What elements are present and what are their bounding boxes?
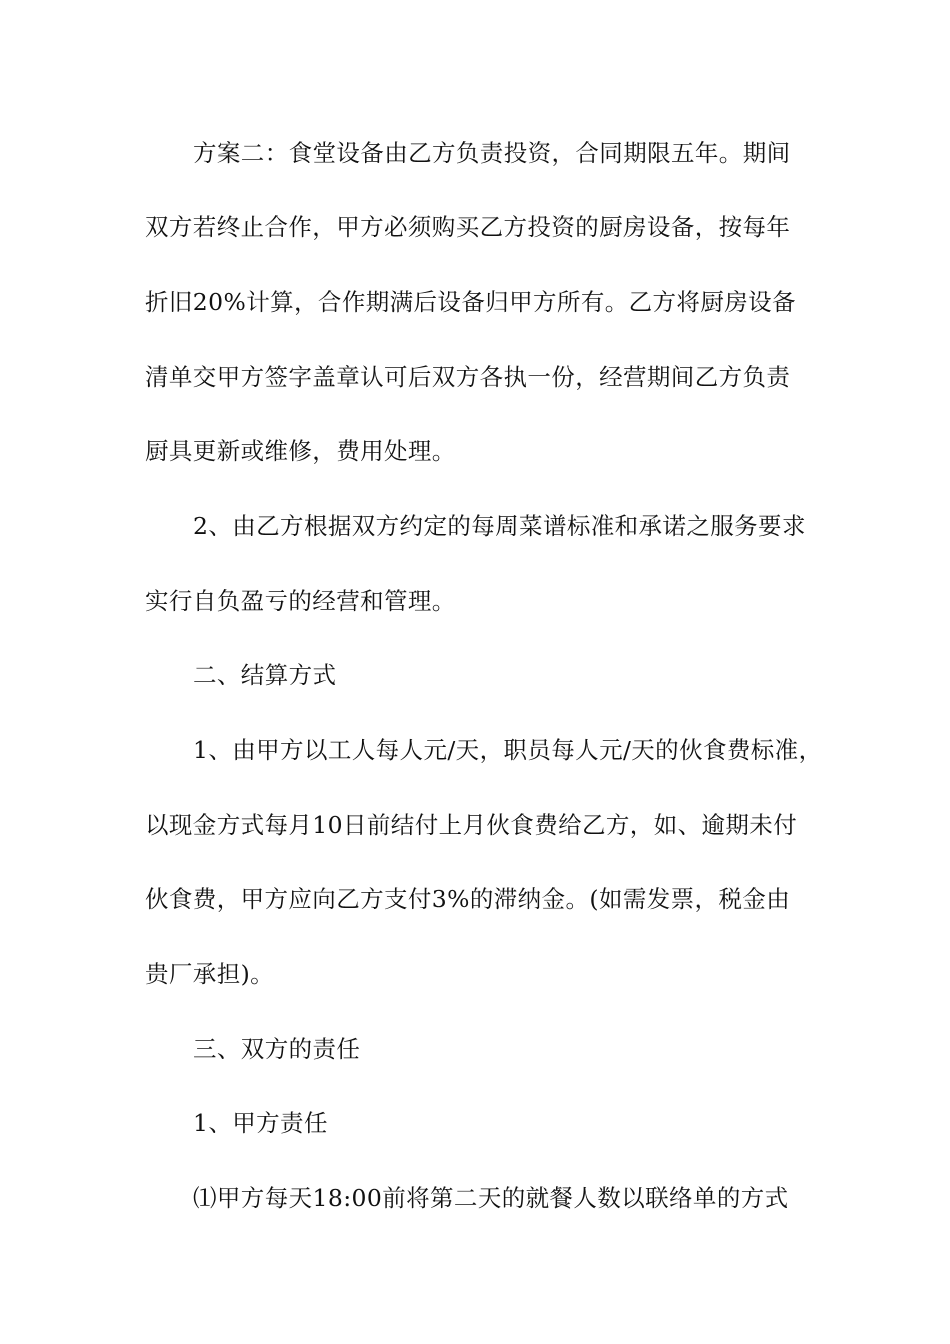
paragraph-plan-two-line-2: 双方若终止合作，甲方必须购买乙方投资的厨房设备，按每年 — [145, 213, 791, 241]
section-heading-settlement: 二、结算方式 — [193, 661, 337, 689]
paragraph-plan-two-line-5: 厨具更新或维修，费用处理。 — [145, 437, 456, 465]
paragraph-item-2-line-1: 2、由乙方根据双方约定的每周菜谱标准和承诺之服务要求 — [193, 512, 806, 540]
paragraph-plan-two-line-4: 清单交甲方签字盖章认可后双方各执一份，经营期间乙方负责 — [145, 363, 791, 391]
paragraph-settlement-line-1: 1、由甲方以工人每人元/天，职员每人元/天的伙食费标准， — [193, 736, 823, 764]
paragraph-plan-two-line-3: 折旧20%计算，合作期满后设备归甲方所有。乙方将厨房设备 — [145, 288, 796, 316]
section-heading-responsibilities: 三、双方的责任 — [193, 1035, 361, 1063]
paragraph-party-a-item-1-line-1: ⑴甲方每天18:00前将第二天的就餐人数以联络单的方式 — [193, 1184, 789, 1212]
paragraph-item-2-line-2: 实行自负盈亏的经营和管理。 — [145, 587, 456, 615]
paragraph-settlement-line-2: 以现金方式每月10日前结付上月伙食费给乙方，如、逾期未付 — [145, 811, 798, 839]
paragraph-settlement-line-3: 伙食费，甲方应向乙方支付3%的滞纳金。(如需发票，税金由 — [145, 885, 791, 913]
paragraph-settlement-line-4: 贵厂承担)。 — [145, 960, 275, 988]
paragraph-plan-two-line-1: 方案二：食堂设备由乙方负责投资，合同期限五年。期间 — [193, 139, 791, 167]
subheading-party-a-responsibilities: 1、甲方责任 — [193, 1109, 328, 1137]
